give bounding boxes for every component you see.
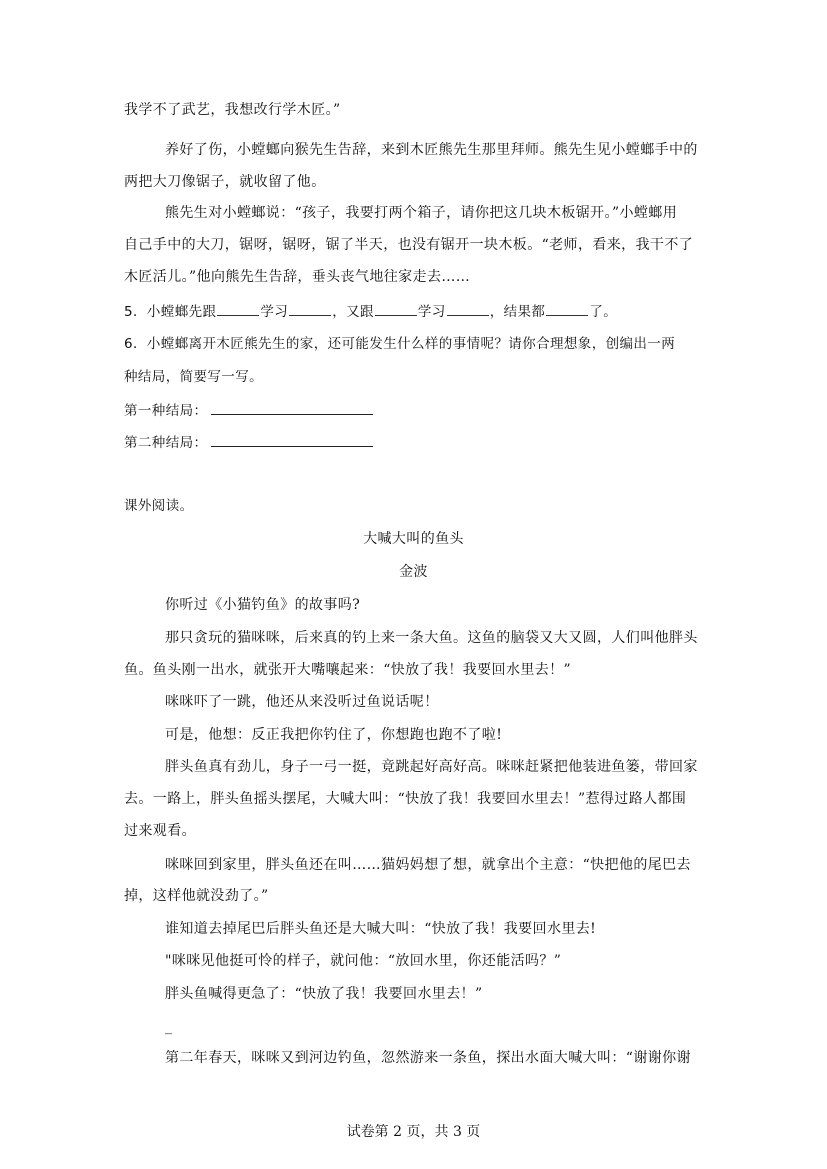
ending-1	[124, 400, 373, 420]
story-line: 咪咪回到家里，胖头鱼还在叫……猫妈妈想了想，就拿出个主意：“快把他的尾巴去	[165, 857, 691, 873]
question-5	[124, 301, 617, 321]
q5-blank-4[interactable]	[447, 301, 489, 316]
story-line: "咪咪见他挺可怜的样子，就问他：“放回水里，你还能活吗？”	[165, 953, 562, 969]
ending-2-label: 第二种结局：	[124, 435, 208, 451]
question-6-line: 6．小螳螂离开木匠熊先生的家，还可能发生什么样的事情呢？请你合理想象，创编出一两	[124, 336, 676, 352]
story-line: 咪咪吓了一跳，他还从来没听过鱼说话呢！	[165, 694, 439, 710]
ending-1-answer-field[interactable]	[211, 400, 373, 415]
passage-line: 木匠活儿。”他向熊先生告辞，垂头丧气地往家走去……	[124, 269, 471, 285]
q5-blank-3[interactable]	[375, 301, 417, 316]
q5-text: 学习	[260, 304, 289, 320]
story-line: 你听过《小猫钓鱼》的故事吗?	[165, 597, 361, 613]
story-line: 胖头鱼喊得更急了：“快放了我！我要回水里去！”	[165, 986, 483, 1002]
story-author: 金波	[399, 564, 428, 580]
story-line: 过来观看。	[124, 823, 196, 839]
story-line: 第二年春天，咪咪又到河边钓鱼，忽然游来一条鱼，探出水面大喊大叫：“谢谢你谢	[165, 1050, 691, 1066]
q5-text: 了。	[589, 304, 618, 320]
q5-text: ，结果都	[489, 304, 546, 320]
section-heading: 课外阅读。	[124, 498, 194, 514]
q5-blank-5[interactable]	[546, 301, 588, 316]
q5-blank-2[interactable]	[289, 301, 331, 316]
q5-text: ，又跟	[332, 304, 374, 320]
passage-line: 熊先生对小螳螂说：“孩子，我要打两个箱子，请你把这几块木板锯开。”小螳螂用	[165, 205, 678, 221]
story-line: 可是，他想：反正我把你钓住了，你想跑也跑不了啦!	[165, 727, 503, 743]
story-line: 胖头鱼真有劲儿，身子一弓一挺，竟跳起好高好高。咪咪赶紧把他装进鱼篓，带回家	[165, 759, 698, 775]
ending-2	[124, 432, 373, 452]
story-line: 那只贪玩的猫咪咪，后来真的钓上来一条大鱼。这鱼的脑袋又大又圆，人们叫他胖头	[165, 630, 698, 646]
ending-1-label: 第一种结局：	[124, 403, 208, 419]
q5-blank-1[interactable]	[217, 301, 259, 316]
story-line: _	[165, 1019, 173, 1035]
passage-line: 养好了伤，小螳螂向猴先生告辞，来到木匠熊先生那里拜师。熊先生见小螳螂手中的	[165, 142, 698, 158]
story-line: 掉，这样他就没劲了。”	[124, 888, 269, 904]
q5-text: 学习	[417, 304, 446, 320]
question-6-line: 种结局，简要写一写。	[124, 369, 263, 385]
ending-2-answer-field[interactable]	[211, 432, 373, 447]
story-line: 去。一路上，胖头鱼摇头摆尾，大喊大叫：“快放了我！我要回水里去！”惹得过路人都围	[124, 791, 687, 807]
passage-line: 我学不了武艺，我想改行学木匠。”	[124, 102, 341, 118]
story-line: 谁知道去掉尾巴后胖头鱼还是大喊大叫：“快放了我！我要回水里去!	[165, 921, 597, 937]
story-line: 鱼。鱼头刚一出水，就张开大嘴嚷起来：“快放了我！我要回水里去！”	[124, 662, 572, 678]
passage-line: 两把大刀像锯子，就收留了他。	[124, 174, 326, 190]
page-footer: 试卷第 2 页，共 3 页	[346, 1124, 481, 1140]
q5-text: 5．小螳螂先跟	[124, 304, 217, 320]
story-title: 大喊大叫的鱼头	[363, 531, 464, 547]
passage-line: 自己手中的大刀，锯呀，锯呀，锯了半天，也没有锯开一块木板。“老师，看来，我干不了	[124, 237, 694, 253]
